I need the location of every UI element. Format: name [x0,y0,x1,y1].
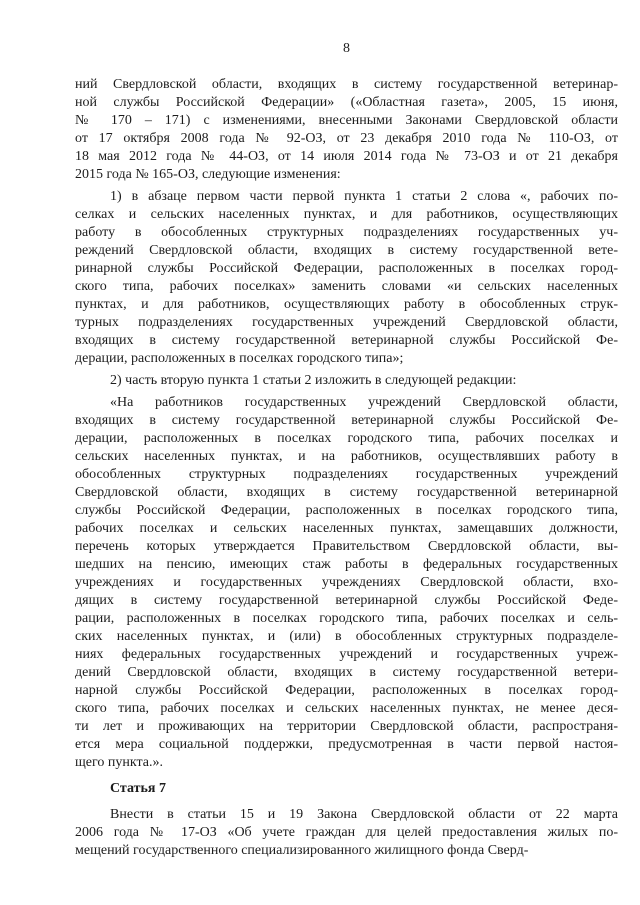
text-line: входящих в систему государственной ветеринарной службы Российской Фе- [75,413,618,428]
text-line: сельских населенных пунктах, и на работников, осуществлявших работу в [75,449,618,464]
text-line: входящих в систему государственной ветеринарной службы Российской Фе- [75,333,618,348]
text-line: № 170 – 171) с изменениями, внесенными Законами Свердловской области [75,113,618,128]
text-line: дений Свердловской области, входящих в систему государственной ветери- [75,665,618,680]
text-line: работу в обособленных структурных подразделениях государственных уч- [75,225,618,240]
text-line: обособленных структурных подразделениях государственных учреждений [75,467,618,482]
text-line: селках и сельских населенных пунктах, и для работников, осуществляющих [75,207,618,222]
article-heading [75,780,618,798]
text-line: от 17 октября 2008 года № 92-ОЗ, от 23 декабря 2010 года № 110-ОЗ, от [75,131,618,146]
page-number: 8 [343,41,350,56]
text-line: шедших на пенсию, имеющих стаж работы в федеральных государственных [75,557,618,572]
text-line: учреждениях и государственных учреждениях Свердловской области, вхо- [75,575,618,590]
text-line: дерации, расположенных в поселках городского типа»; [75,351,404,366]
document-body [75,76,618,860]
text-line: ется мера социальной поддержки, предусмотренная в части первой настоя- [75,737,618,752]
text-line: Внести в статьи 15 и 19 Закона Свердловской области от 22 марта [110,807,618,822]
text-line: ского типа, рабочих поселках» заменить словами «и сельских населенных [75,279,618,294]
text-line: дерации, расположенных в поселках городского типа, рабочих поселках и [75,431,618,446]
paragraph [75,394,618,772]
text-line: ний Свердловской области, входящих в систему государственной ветеринар- [75,77,618,92]
text-line: ти лет и проживающих на территории Свердловской области, распространя- [75,719,618,734]
paragraph [75,372,618,390]
text-line: нарной службы Российской Федерации, расположенных в поселках город- [75,683,618,698]
paragraph [75,806,618,860]
text-line: Статья 7 [110,781,166,796]
text-line: службы Российской Федерации, расположенных в поселках городского типа, [75,503,618,518]
text-line: ских населенных пунктах, и (или) в обособленных структурных подразделе- [75,629,618,644]
text-line: ной службы Российской Федерации» («Областная газета», 2005, 15 июня, [75,95,618,110]
text-line: рации, расположенных в поселках городского типа, рабочих поселках и сель- [75,611,618,626]
text-line: пунктах, и для работников, осуществляющих работу в обособленных струк- [75,297,618,312]
text-line: дящих в систему государственной ветеринарной службы Российской Феде- [75,593,618,608]
text-line: «На работников государственных учреждений Свердловской области, [110,395,618,410]
text-line: 2006 года № 17-ОЗ «Об учете граждан для целей предоставления жилых по- [75,825,618,840]
text-line: 18 мая 2012 года № 44-ОЗ, от 14 июля 2014 года № 73-ОЗ и от 21 декабря [75,149,618,164]
text-line: ниях федеральных государственных учреждений и государственных учреж- [75,647,618,662]
text-line: реждений Свердловской области, входящих в систему государственной вете- [75,243,618,258]
text-line: мещений государственного специализированного жилищного фонда Сверд- [75,843,529,858]
text-line: 2) часть вторую пункта 1 статьи 2 изложить в следующей редакции: [110,373,517,388]
text-line: щего пункта.». [75,755,163,770]
text-line: перечень которых утверждается Правительством Свердловской области, вы- [75,539,618,554]
paragraph [75,188,618,368]
text-line: ского типа, рабочих поселках и сельских населенных пунктах, не менее деся- [75,701,618,716]
text-line: 1) в абзаце первом части первой пункта 1 статьи 2 слова «, рабочих по- [110,189,618,204]
text-line: рабочих поселках и сельских населенных пунктах, замещавших должности, [75,521,618,536]
paragraph [75,76,618,184]
text-line: турных подразделениях государственных учреждений Свердловской области, [75,315,618,330]
text-line: 2015 года № 165-ОЗ, следующие изменения: [75,167,341,182]
text-line: Свердловской области, входящих в систему государственной ветеринарной [75,485,618,500]
text-line: ринарной службы Российской Федерации, расположенных в поселках город- [75,261,618,276]
